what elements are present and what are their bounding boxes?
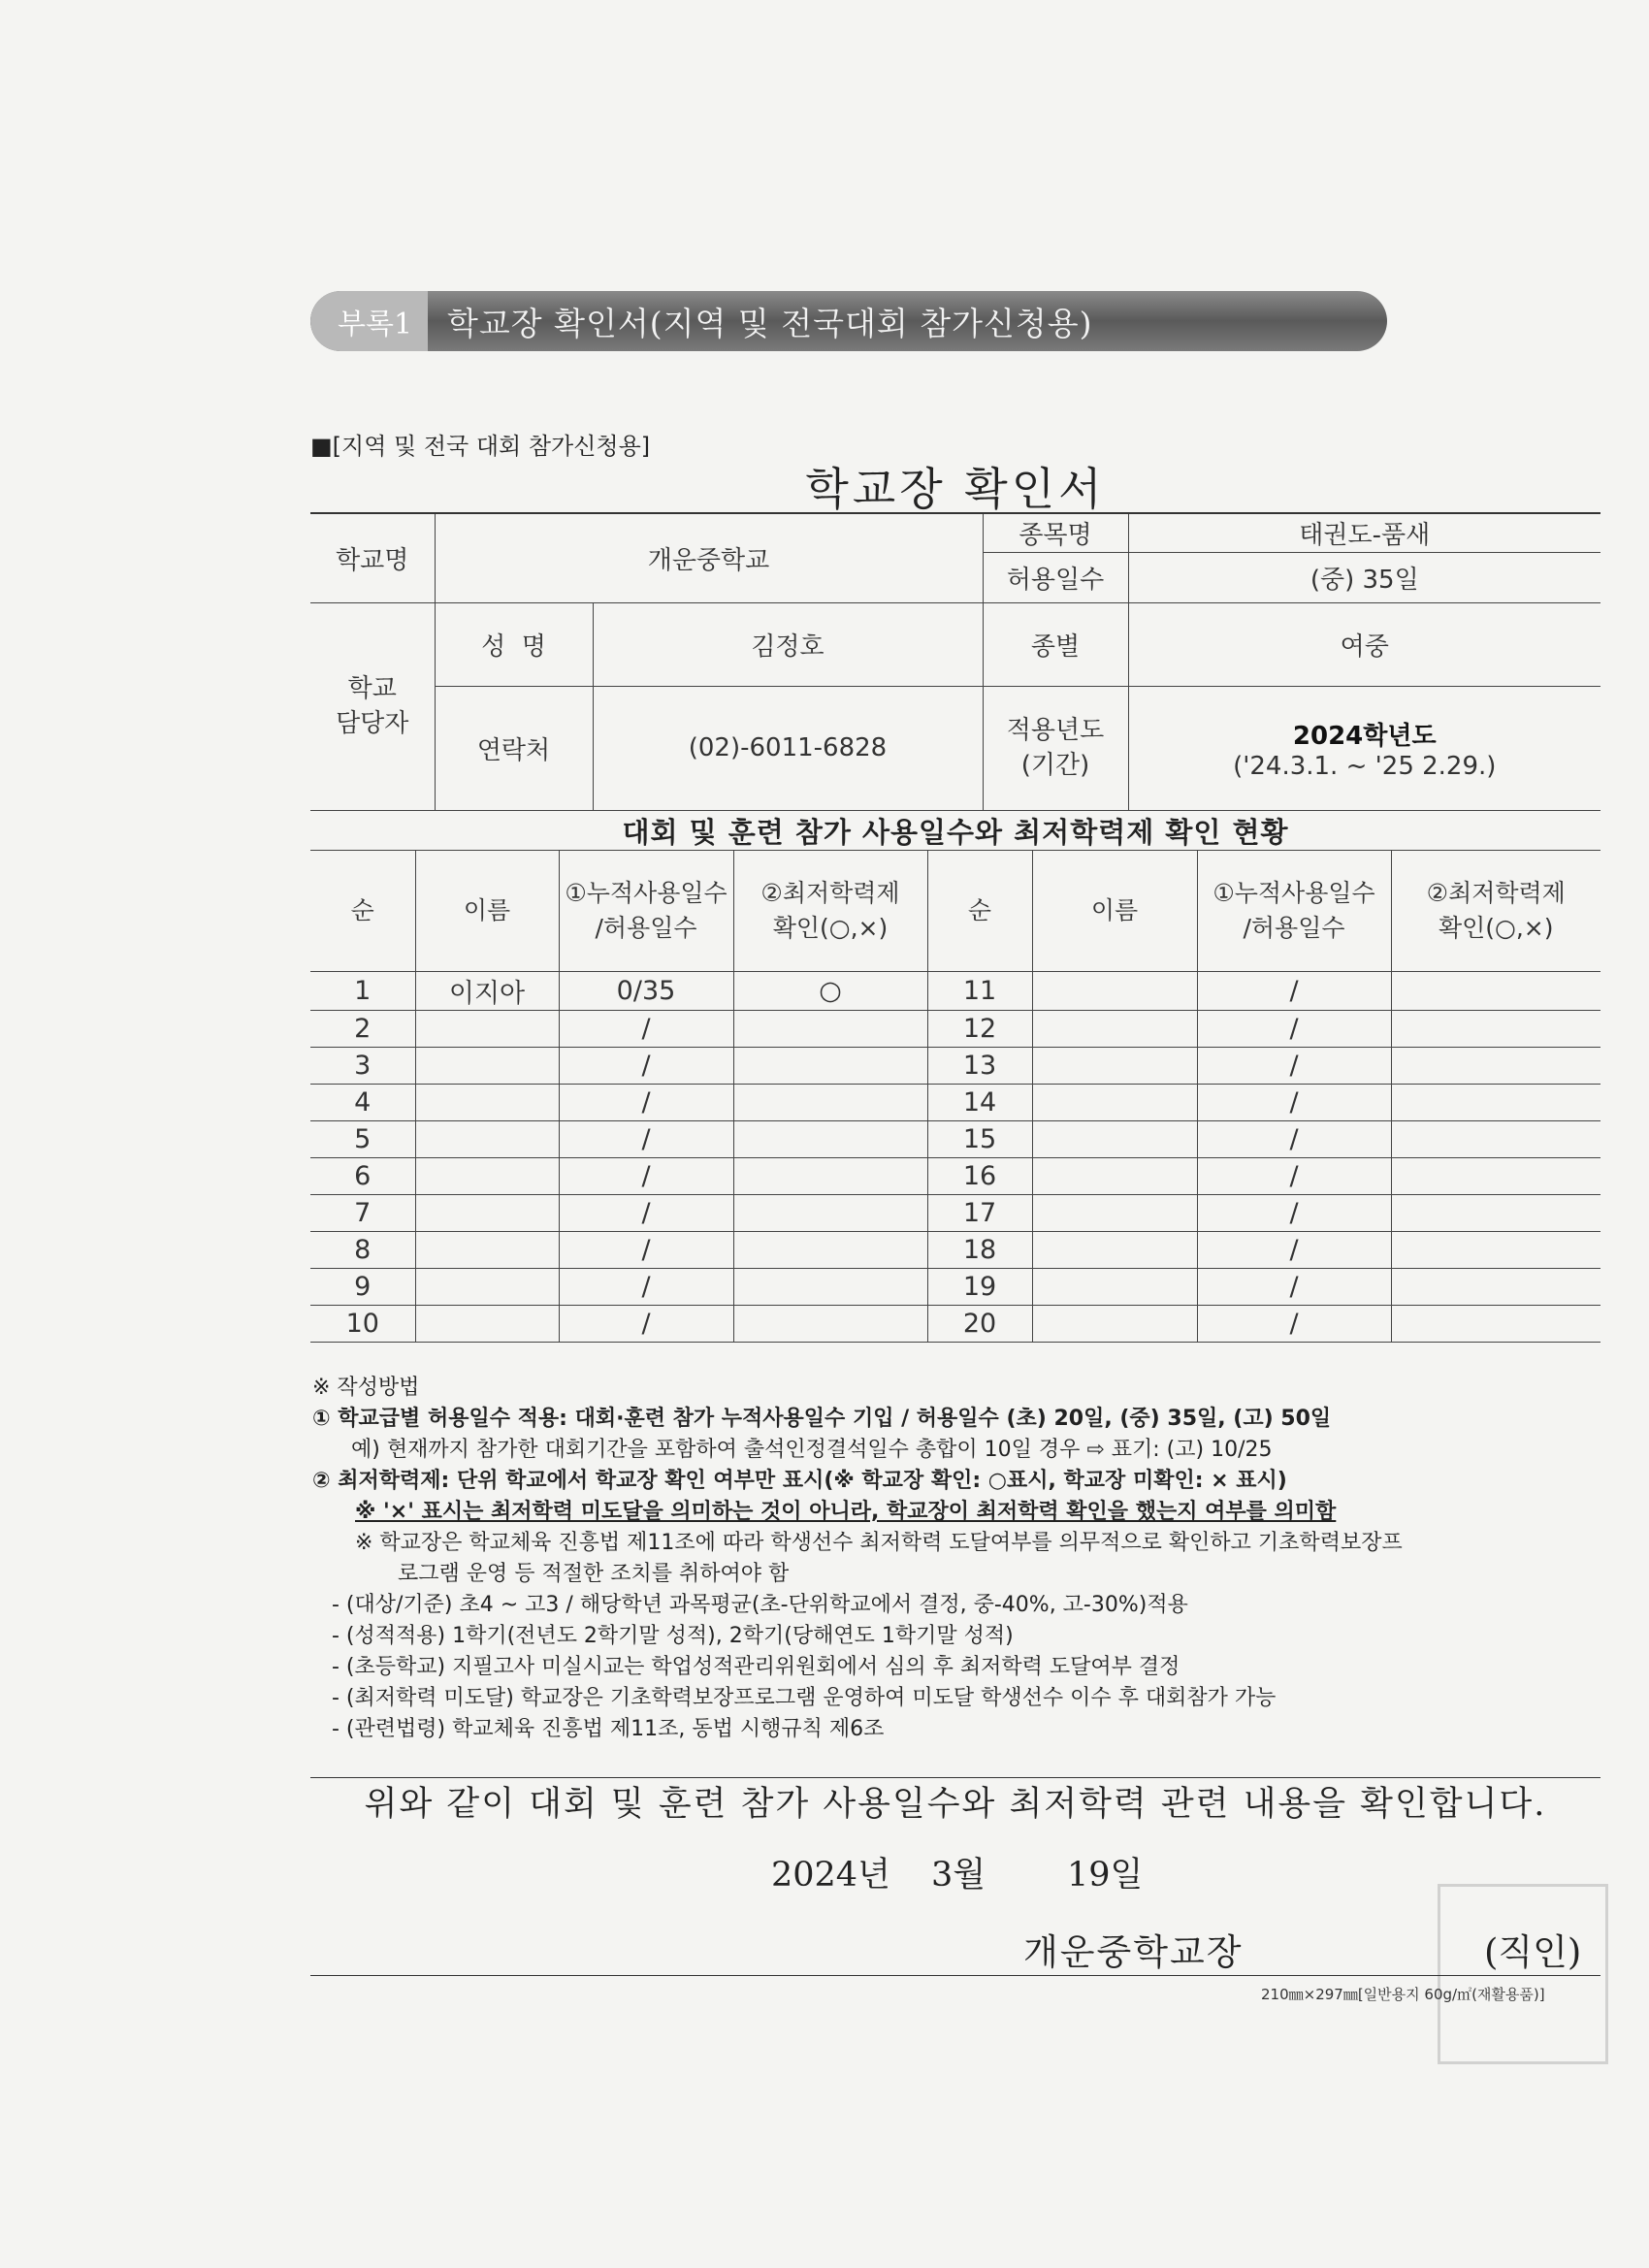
row-number: 19	[927, 1269, 1032, 1306]
header-days: ①누적사용일수 /허용일수	[559, 851, 733, 972]
student-name	[415, 1158, 559, 1195]
info-table	[310, 512, 1600, 811]
row-number: 2	[310, 1011, 415, 1048]
student-name	[415, 1011, 559, 1048]
seal-label: (직인)	[1484, 1931, 1582, 1973]
min-grade-check	[1391, 1269, 1600, 1306]
document-title: 학교장 확인서	[805, 463, 1106, 515]
used-days: /	[559, 1121, 733, 1158]
student-name	[415, 1232, 559, 1269]
student-name	[1032, 1121, 1197, 1158]
row-number: 18	[927, 1232, 1032, 1269]
name-value: 김정호	[593, 602, 983, 686]
table-row	[310, 1195, 1600, 1232]
guide-heading: ※ 작성방법	[312, 1376, 420, 1400]
student-name	[1032, 1085, 1197, 1121]
date-year: 2024년	[771, 1856, 890, 1895]
used-days: /	[1197, 1195, 1391, 1232]
min-grade-check	[733, 1048, 927, 1085]
used-days: /	[559, 1011, 733, 1048]
used-days: /	[1197, 972, 1391, 1011]
header-no: 순	[310, 851, 415, 972]
header-days: ①누적사용일수 /허용일수	[1197, 851, 1391, 972]
row-number: 10	[310, 1306, 415, 1343]
student-name	[1032, 972, 1197, 1011]
min-grade-check	[1391, 1232, 1600, 1269]
school-value: 개운중학교	[435, 513, 983, 602]
row-number: 5	[310, 1121, 415, 1158]
student-name	[415, 1121, 559, 1158]
header-check: ②최저학력제 확인(○,×)	[733, 851, 927, 972]
contact-value: (02)-6011-6828	[593, 686, 983, 810]
used-days: /	[1197, 1048, 1391, 1085]
row-number: 14	[927, 1085, 1032, 1121]
event-label: 종목명	[983, 513, 1128, 552]
min-grade-check	[1391, 1085, 1600, 1121]
min-grade-check	[1391, 972, 1600, 1011]
row-number: 9	[310, 1269, 415, 1306]
year-cell	[1128, 686, 1600, 810]
confirmation-text: 위와 같이 대회 및 훈련 참가 사용일수와 최저학력 관련 내용을 확인합니다.	[364, 1785, 1547, 1824]
student-name	[1032, 1195, 1197, 1232]
student-name	[415, 1306, 559, 1343]
row-number: 12	[927, 1011, 1032, 1048]
date-day: 19일	[1067, 1856, 1144, 1895]
used-days: /	[1197, 1121, 1391, 1158]
row-number: 20	[927, 1306, 1032, 1343]
issue-date	[771, 1848, 1143, 1896]
paper-spec: 210㎜×297㎜[일반용지 60g/㎡(재활용품)]	[1261, 1986, 1545, 2003]
row-number: 4	[310, 1085, 415, 1121]
principal-title: 개운중학교장	[1023, 1931, 1244, 1973]
header-name: 이름	[1032, 851, 1197, 972]
row-number: 8	[310, 1232, 415, 1269]
used-days: /	[1197, 1158, 1391, 1195]
used-days: /	[559, 1158, 733, 1195]
guide-item-1: ① 학교급별 허용일수 적용: 대회·훈련 참가 누적사용일수 기입 / 허용일수 (초) 20일, (중) 35일, (고) 50일	[312, 1407, 1332, 1431]
header-no: 순	[927, 851, 1032, 972]
min-grade-check	[1391, 1158, 1600, 1195]
date-month: 3월	[931, 1856, 986, 1895]
writing-guide	[312, 1373, 1612, 1745]
row-number: 16	[927, 1158, 1032, 1195]
min-grade-check	[733, 1158, 927, 1195]
divider-bottom	[310, 1975, 1600, 1976]
table-row	[310, 1269, 1600, 1306]
guide-dash-5: - (관련법령) 학교체육 진흥법 제11조, 동법 시행규칙 제6조	[332, 1717, 885, 1741]
used-days: /	[1197, 1306, 1391, 1343]
used-days: /	[559, 1085, 733, 1121]
student-name	[1032, 1011, 1197, 1048]
guide-dash-2: - (성적적용) 1학기(전년도 2학기말 성적), 2학기(당해연도 1학기말 성적)	[332, 1624, 1014, 1648]
status-title: 대회 및 훈련 참가 사용일수와 최저학력제 확인 현황	[310, 810, 1600, 850]
used-days: /	[559, 1048, 733, 1085]
row-number: 7	[310, 1195, 415, 1232]
table-row	[310, 1232, 1600, 1269]
table-row	[310, 1158, 1600, 1195]
student-name	[415, 1195, 559, 1232]
student-name: 이지아	[415, 972, 559, 1011]
status-header-row	[310, 851, 1600, 972]
row-number: 3	[310, 1048, 415, 1085]
year-period: ('24.3.1. ~ '25 2.29.)	[1233, 751, 1497, 781]
event-value: 태권도-품새	[1128, 513, 1600, 552]
used-days: /	[559, 1232, 733, 1269]
used-days: /	[1197, 1085, 1391, 1121]
min-grade-check	[733, 1232, 927, 1269]
used-days: /	[559, 1306, 733, 1343]
year-value: 2024학년도	[1292, 721, 1437, 751]
used-days: 0/35	[559, 972, 733, 1011]
min-grade-check	[1391, 1048, 1600, 1085]
appendix-tag: 부록1	[310, 291, 428, 351]
student-name	[1032, 1048, 1197, 1085]
guide-dash-1: - (대상/기준) 초4 ~ 고3 / 해당학년 과목평균(초-단위학교에서 결정, 중-40%, 고-30%)적용	[332, 1593, 1188, 1617]
min-grade-check	[733, 1121, 927, 1158]
used-days: /	[1197, 1232, 1391, 1269]
row-number: 17	[927, 1195, 1032, 1232]
student-name	[415, 1048, 559, 1085]
days-label: 허용일수	[983, 552, 1128, 602]
table-row	[310, 972, 1600, 1011]
table-row	[310, 1011, 1600, 1048]
guide-item-2-note-2a: ※ 학교장은 학교체육 진흥법 제11조에 따라 학생선수 최저학력 도달여부를 의무적으로 확인하고 기초학력보장프	[355, 1531, 1403, 1555]
student-name	[1032, 1232, 1197, 1269]
row-number: 13	[927, 1048, 1032, 1085]
table-row	[310, 1306, 1600, 1343]
table-row	[310, 1085, 1600, 1121]
min-grade-check	[1391, 1121, 1600, 1158]
min-grade-check	[1391, 1306, 1600, 1343]
staff-label: 학교 담당자	[310, 602, 435, 810]
year-label: 적용년도 (기간)	[983, 686, 1128, 810]
school-label: 학교명	[310, 513, 435, 602]
student-name	[1032, 1306, 1197, 1343]
used-days: /	[559, 1269, 733, 1306]
row-number: 15	[927, 1121, 1032, 1158]
min-grade-check	[733, 1085, 927, 1121]
header-name: 이름	[415, 851, 559, 972]
min-grade-check	[733, 1195, 927, 1232]
student-name	[415, 1085, 559, 1121]
appendix-banner	[310, 291, 1387, 351]
student-name	[1032, 1269, 1197, 1306]
min-grade-check	[733, 1306, 927, 1343]
guide-dash-4: - (최저학력 미도달) 학교장은 기초학력보장프로그램 운영하여 미도달 학생선수 이수 후 대회참가 가능	[332, 1686, 1277, 1710]
min-grade-check: ○	[733, 972, 927, 1011]
row-number: 1	[310, 972, 415, 1011]
student-name	[1032, 1158, 1197, 1195]
banner-title: 학교장 확인서(지역 및 전국대회 참가신청용)	[447, 304, 1093, 342]
guide-item-2-note-1: ※ '×' 표시는 최저학력 미도달을 의미하는 것이 아니라, 학교장이 최저학력 확인을 했는지 여부를 의미함	[355, 1500, 1337, 1524]
table-row	[310, 1048, 1600, 1085]
guide-item-2: ② 최저학력제: 단위 학교에서 학교장 확인 여부만 표시(※ 학교장 확인: ○표시, 학교장 미확인: × 표시)	[312, 1469, 1287, 1493]
min-grade-check	[733, 1269, 927, 1306]
min-grade-check	[733, 1011, 927, 1048]
name-label: 성 명	[435, 602, 593, 686]
used-days: /	[1197, 1269, 1391, 1306]
row-number: 6	[310, 1158, 415, 1195]
used-days: /	[1197, 1011, 1391, 1048]
days-value: (중) 35일	[1128, 552, 1600, 602]
header-check: ②최저학력제 확인(○,×)	[1391, 851, 1600, 972]
used-days: /	[559, 1195, 733, 1232]
type-label: 종별	[983, 602, 1128, 686]
row-number: 11	[927, 972, 1032, 1011]
table-row	[310, 1121, 1600, 1158]
guide-item-1-example: 예) 현재까지 참가한 대회기간을 포함하여 출석인정결석일수 총합이 10일 경우 ⇨ 표기: (고) 10/25	[351, 1438, 1273, 1462]
min-grade-check	[1391, 1011, 1600, 1048]
guide-item-2-note-2b: 로그램 운영 등 적절한 조치를 취하여야 함	[398, 1562, 790, 1586]
status-table	[310, 850, 1600, 1343]
min-grade-check	[1391, 1195, 1600, 1232]
student-name	[415, 1269, 559, 1306]
contact-label: 연락처	[435, 686, 593, 810]
section-label: ■[지역 및 전국 대회 참가신청용]	[310, 433, 651, 460]
type-value: 여중	[1128, 602, 1600, 686]
guide-dash-3: - (초등학교) 지필고사 미실시교는 학업성적관리위원회에서 심의 후 최저학력 도달여부 결정	[332, 1655, 1180, 1679]
